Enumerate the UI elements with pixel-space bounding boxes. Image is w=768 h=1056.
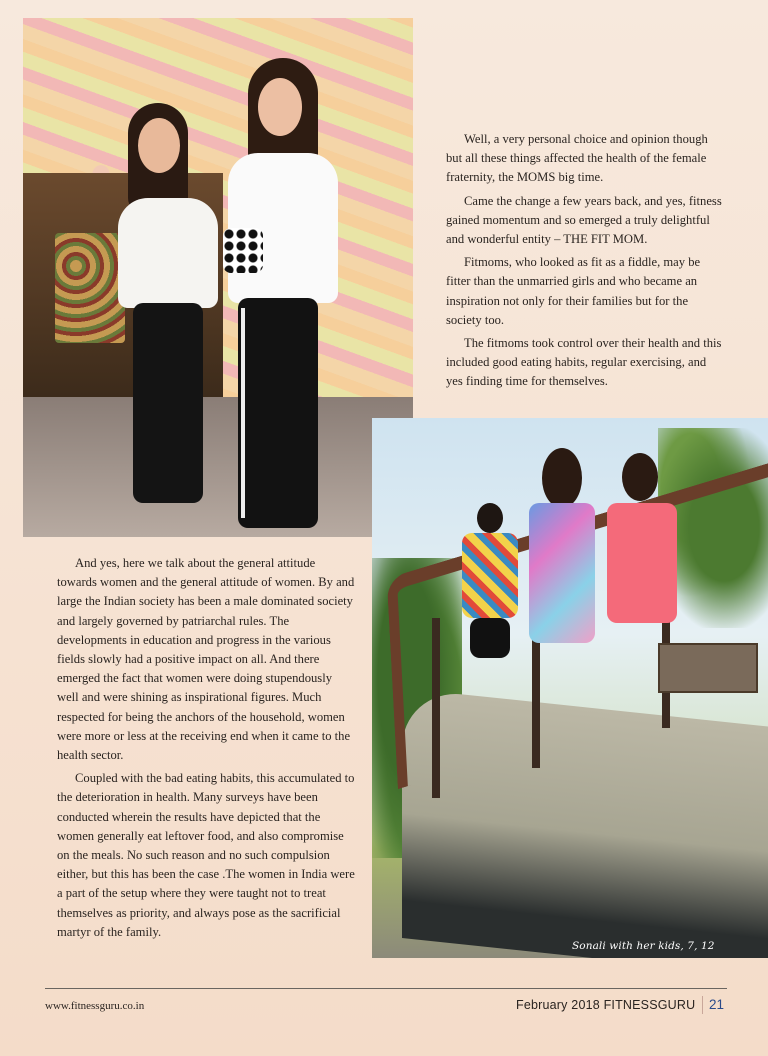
girl-right [223, 58, 363, 537]
paragraph: Coupled with the bad eating habits, this accumulated to the deterioration in health. Many surveys have been conducted wherein the results have depicted that the women generally eat leftover food, and also compromise on the meals. No such reason and no such compulsion either, but this has been the case .The women in India were a part of the setup where they were taught not to treat themselves as priority, and always pose as the sacrificial martyr of the family. [57, 771, 355, 939]
page-number: 21 [709, 997, 725, 1012]
paragraph: The fitmoms took control over their health and this included good eating habits, regular exercising, and yes finding time for themselves. [446, 336, 722, 389]
footer-issue: February 2018 FITNESSGURU [516, 998, 696, 1012]
paragraph: And yes, here we talk about the general attitude towards women and the general attitude of women. By and large the Indian society has been a male dominated society and largely governed by patriarchal rules. The developments in education and progress in the various fields slowly had a positive impact on all. And there emerged the fact that women were doing stupendously well and were shining as inspirational figures. Much respected for being the anchors of the household, women were more or less at the receiving end when it came to the health sector. [57, 556, 355, 763]
paragraph: Came the change a few years back, and yes, fitness gained momentum and so emerged a truly delightful and wonderful entity – THE FIT MOM. [446, 193, 722, 247]
paragraph: Well, a very personal choice and opinion though but all these things affected the health of the female fraternity, the MOMS big time. [446, 132, 708, 185]
photo-girls-sticky-wall [23, 18, 413, 537]
rail-post [432, 618, 440, 798]
girl-left [108, 98, 228, 518]
boat-sign [658, 643, 758, 693]
paragraph: Fitmoms, who looked as fit as a fiddle, may be fitter than the unmarried girls and who became an inspiration not only for their families but for the society too. [446, 255, 701, 327]
photo-boat-family [372, 418, 768, 958]
article-left-column [57, 554, 355, 946]
footer-separator [702, 996, 703, 1014]
footer-divider [45, 988, 727, 989]
photo-caption: Sonali with her kids, 7, 12 [572, 940, 715, 952]
article-right-column [446, 130, 724, 396]
footer-url: www.fitnessguru.co.in [45, 1000, 145, 1012]
